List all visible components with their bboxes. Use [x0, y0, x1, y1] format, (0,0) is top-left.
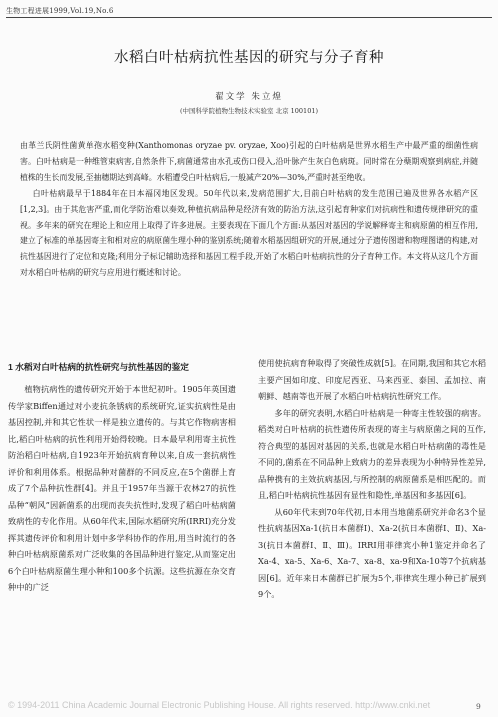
- journal-header: 生物工程进展1999,Vol.19,No.6: [6, 7, 114, 15]
- author-affiliation: (中国科学院植物生物技术实验室 北京 100101): [179, 107, 319, 115]
- body-paragraph: 使用使抗病育种取得了突破性成就[5]。在同期,我国和其它水稻主要产国如印度、印度尼西亚、马来西亚、泰国、孟加拉、南朝鲜、越南等也开展了水稻白叶枯病抗性研究工作。: [258, 358, 486, 401]
- abstract: [20, 138, 478, 281]
- body-paragraph: 多年的研究表明,水稻白叶枯病是一种寄主性较强的病害。稻类对白叶枯病的抗性遗传所表现的寄主与病原菌之间的互作,符合典型的基因对基因的关系,也就是水稻白叶枯病菌的毒性是不同的,菌系在不同品种上致病力的差异表现为小种特异性差异,品种携有的主效抗病基因,与所控制的病原菌系是相匹配的。而且,稻白叶枯病抗性基因有显性和隐性,单基因和多基因[6]。: [258, 407, 486, 500]
- article-title: 水稻白叶枯病抗性基因的研究与分子育种: [114, 50, 384, 66]
- header-rule: [6, 17, 492, 18]
- page-number: 9: [476, 702, 481, 711]
- body-column-left: [8, 360, 236, 596]
- copyright-watermark: © 1994-2011 China Academic Journal Electronic Publishing House. All rights reserved. http://www.cnki.net: [8, 700, 431, 710]
- section-heading: 1 水稻对白叶枯病的抗性研究与抗性基因的鉴定: [8, 362, 189, 372]
- abstract-paragraph-1: 由革兰氏阴性菌黄单孢水稻变种(Xanthomonas oryzae pv. oryzae, Xoo)引起的白叶枯病是世界水稻生产中最严重的细菌性病害。白叶枯病是一种维管束病害,自然条件下,病菌通常由水孔或伤口侵入,沿叶脉产生灰白色病斑。同时常在分蘖期观察到病症,并随植株的生长而发展,至抽穗期达到高峰。水稻遭受白叶枯病后,一般减产20%—30%,严重时甚至绝收。: [20, 141, 478, 182]
- article-authors: 翟文学 朱立煌: [215, 92, 283, 102]
- body-paragraph: 从60年代末到70年代初,日本用当地菌系研究并命名3个显性抗病基因Xa-1(抗日本菌群Ⅰ)、Xa-2(抗日本菌群Ⅰ、Ⅱ)、Xa-3(抗日本菌群Ⅰ、Ⅱ、Ⅲ)。IRRI用菲律宾小种1鉴定并命名了Xa-4、xa-5、Xa-6、Xa-7、xa-8、xa-9和Xa-10等7个抗病基因[6]。近年来日本菌群已扩展为5个,菲律宾生理小种已扩展到9个。: [258, 506, 486, 599]
- abstract-paragraph-2: 白叶枯病最早于1884年在日本福冈地区发现。50年代以来,发病范围扩大,目前白叶枯病的发生范围已遍及世界各水稻产区[1,2,3]。由于其危害严重,而化学防治难以奏效,种植抗病品种是经济有效的防治方法,这引起育种家们对抗病性和遗传规律研究的重视。多年来的研究在理论上和应用上取得了许多进展。主要表现在下面几个方面:从基因对基因的学说解释寄主和病原菌的相互作用,建立了标准的单基因寄主和相对应的病原菌生理小种的鉴别系统;随着水稻基因组研究的开展,通过分子遗传图谱和物理图谱的构建,对抗性基因进行了定位和克隆;利用分子标记辅助选择和基因工程手段,开始了水稻白叶枯病抗性的分子育种工作。本文将从这几个方面对水稻白叶枯病的研究与应用进行概述和讨论。: [20, 188, 478, 278]
- body-paragraph: 植物抗病性的遗传研究开始于本世纪初叶。1905年英国遗传学家Biffen通过对小麦抗条锈病的系统研究,证实抗病性是由基因控制,并和其它性状一样是独立遗传的。与其它作物病害相比,稻白叶枯病的抗性利用开始得较晚。日本最早利用寄主抗性防治稻白叶枯病,自1923年开始抗病育种以来,自成一套抗病性评价和利用体系。根据品种对菌群的不同反应,在5个菌群上育成了7个品种抗性群[4]。并且于1957年当源于农林27的抗性品种“朝风”因新菌系的出现而丧失抗性时,发现了稻白叶枯病菌致病性的专化作用。从60年代末,国际水稻研究所(IRRI)充分发挥其遗传评价和利用计划中多学科协作的作用,用当时流行的各种白叶枯病原菌系对广泛收集的各国品种进行鉴定,从而鉴定出6个白叶枯病原菌生理小种和100多个抗源。这些抗源在杂交育种中的广泛: [8, 384, 236, 592]
- body-column-right: [258, 355, 486, 603]
